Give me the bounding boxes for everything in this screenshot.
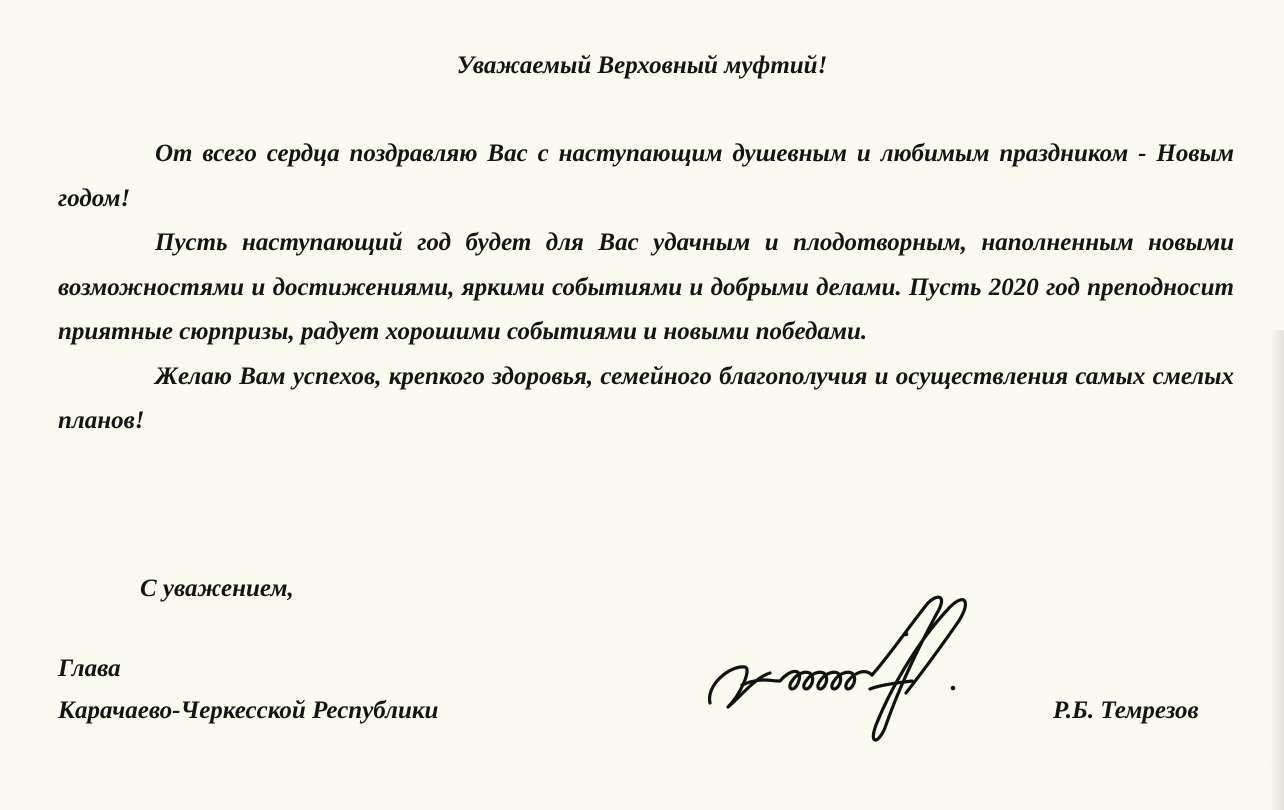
position-title: Глава: [58, 655, 121, 682]
position-region: Карачаево-Черкесской Республики: [58, 697, 439, 724]
letter-body: [58, 132, 1234, 444]
paragraph-closing-wishes: Желаю Вам успехов, крепкого здоровья, семейного благополучия и осуществления самых смелых планов!: [58, 362, 1234, 434]
handwritten-signature: [700, 585, 970, 755]
signer-position: [58, 648, 438, 732]
scan-edge-shadow: [1270, 330, 1284, 810]
paragraph-wishes: Пусть наступающий год будет для Вас удачным и плодотворным, наполненным новыми возможностями и достижениями, яркими событиями и добрыми делами. Пусть 2020 год преподносит приятные сюрпризы, радует хорошими событиями и новыми победами.: [58, 229, 1234, 345]
paragraph-greeting: От всего сердца поздравляю Вас с наступающим душевным и любимым праздником - Новым годом!: [58, 140, 1234, 212]
closing-regards: С уважением,: [140, 575, 294, 602]
signer-name: Р.Б. Темрезов: [1053, 697, 1199, 724]
salutation: Уважаемый Верховный муфтий!: [456, 52, 828, 79]
